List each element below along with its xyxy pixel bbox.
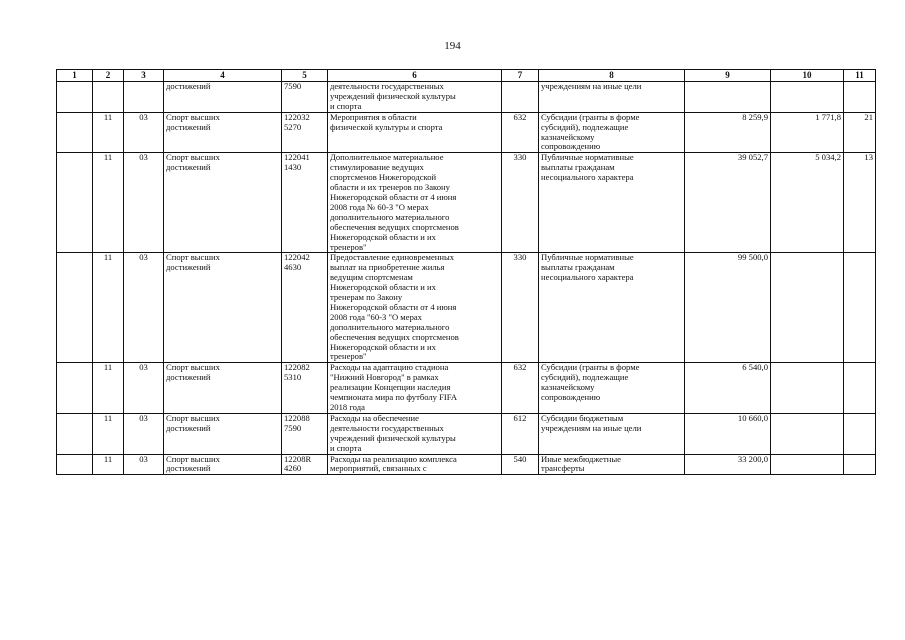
cell-subchapter: 03 bbox=[124, 253, 164, 363]
col-header-7: 7 bbox=[502, 70, 539, 82]
budget-table bbox=[56, 69, 876, 475]
cell-amount: 10 660,0 bbox=[685, 413, 771, 454]
cell-expense-type: 330 bbox=[502, 153, 539, 253]
cell-target-code: 122042 4630 bbox=[282, 253, 328, 363]
cell-subchapter: 03 bbox=[124, 413, 164, 454]
cell-amount: 33 200,0 bbox=[685, 454, 771, 475]
cell-target-code: 122082 5310 bbox=[282, 363, 328, 414]
cell-count bbox=[844, 82, 876, 113]
header-row bbox=[57, 70, 876, 82]
col-header-11: 11 bbox=[844, 70, 876, 82]
table-row bbox=[57, 82, 876, 113]
cell-chapter: 11 bbox=[93, 253, 124, 363]
cell-amount: 6 540,0 bbox=[685, 363, 771, 414]
col-header-8: 8 bbox=[539, 70, 685, 82]
cell-count: 13 bbox=[844, 153, 876, 253]
cell-amount: 39 052,7 bbox=[685, 153, 771, 253]
cell-section bbox=[57, 153, 93, 253]
cell-amount-2 bbox=[771, 413, 844, 454]
cell-subsection-name: Спорт высших достижений bbox=[164, 253, 282, 363]
cell-amount-2 bbox=[771, 82, 844, 113]
cell-section bbox=[57, 253, 93, 363]
cell-target-code: 12208R 4260 bbox=[282, 454, 328, 475]
col-header-6: 6 bbox=[328, 70, 502, 82]
cell-count: 21 bbox=[844, 112, 876, 153]
cell-chapter: 11 bbox=[93, 112, 124, 153]
table-row bbox=[57, 413, 876, 454]
table-row bbox=[57, 454, 876, 475]
table-row bbox=[57, 112, 876, 153]
cell-section bbox=[57, 82, 93, 113]
cell-subsection-name: Спорт высших достижений bbox=[164, 153, 282, 253]
cell-count bbox=[844, 413, 876, 454]
cell-expense-name: учреждениям на иные цели bbox=[539, 82, 685, 113]
col-header-10: 10 bbox=[771, 70, 844, 82]
cell-expense-name: Публичные нормативные выплаты гражданам несоциального характера bbox=[539, 153, 685, 253]
col-header-4: 4 bbox=[164, 70, 282, 82]
cell-amount-2 bbox=[771, 454, 844, 475]
cell-expense-name: Иные межбюджетные трансферты bbox=[539, 454, 685, 475]
cell-subsection-name: Спорт высших достижений bbox=[164, 363, 282, 414]
cell-expense-type: 330 bbox=[502, 253, 539, 363]
cell-amount-2: 5 034,2 bbox=[771, 153, 844, 253]
cell-count bbox=[844, 253, 876, 363]
cell-section bbox=[57, 363, 93, 414]
col-header-1: 1 bbox=[57, 70, 93, 82]
cell-description: Дополнительное материальное стимулирование ведущих спортсменов Нижегородской области и их тренеров по Закону Нижегородской области от 4 июня 2008 года № 60-З "О мерах дополнительного материального обеспечения ведущих спортсменов Нижегородской области и их тренеров" bbox=[328, 153, 502, 253]
cell-amount-2 bbox=[771, 363, 844, 414]
cell-expense-type: 540 bbox=[502, 454, 539, 475]
cell-description: Предоставление единовременных выплат на приобретение жилья ведущим спортсменам Нижегородской области и их тренерам по Закону Нижегородской области от 4 июня 2008 года "60-З "О мерах дополнительного материального обеспечения ведущих спортсменов Нижегородской области и их тренеров" bbox=[328, 253, 502, 363]
cell-description: деятельности государственных учреждений физической культуры и спорта bbox=[328, 82, 502, 113]
cell-subsection-name: Спорт высших достижений bbox=[164, 454, 282, 475]
table-row bbox=[57, 153, 876, 253]
cell-section bbox=[57, 454, 93, 475]
table-row bbox=[57, 363, 876, 414]
col-header-9: 9 bbox=[685, 70, 771, 82]
cell-target-code: 122032 5270 bbox=[282, 112, 328, 153]
col-header-5: 5 bbox=[282, 70, 328, 82]
cell-chapter: 11 bbox=[93, 413, 124, 454]
cell-expense-name: Субсидии (гранты в форме субсидий), подлежащие казначейскому сопровождению bbox=[539, 112, 685, 153]
cell-subsection-name: достижений bbox=[164, 82, 282, 113]
cell-amount-2: 1 771,8 bbox=[771, 112, 844, 153]
cell-description: Мероприятия в области физической культуры и спорта bbox=[328, 112, 502, 153]
cell-chapter bbox=[93, 82, 124, 113]
cell-subsection-name: Спорт высших достижений bbox=[164, 413, 282, 454]
cell-expense-type: 612 bbox=[502, 413, 539, 454]
cell-amount-2 bbox=[771, 253, 844, 363]
cell-section bbox=[57, 413, 93, 454]
cell-subsection-name: Спорт высших достижений bbox=[164, 112, 282, 153]
cell-chapter: 11 bbox=[93, 153, 124, 253]
cell-subchapter bbox=[124, 82, 164, 113]
cell-description: Расходы на реализацию комплекса мероприятий, связанных с bbox=[328, 454, 502, 475]
cell-expense-type: 632 bbox=[502, 112, 539, 153]
cell-subchapter: 03 bbox=[124, 454, 164, 475]
cell-section bbox=[57, 112, 93, 153]
cell-expense-name: Субсидии бюджетным учреждениям на иные цели bbox=[539, 413, 685, 454]
cell-expense-name: Субсидии (гранты в форме субсидий), подлежащие казначейскому сопровождению bbox=[539, 363, 685, 414]
cell-amount: 8 259,9 bbox=[685, 112, 771, 153]
col-header-2: 2 bbox=[93, 70, 124, 82]
cell-expense-name: Публичные нормативные выплаты гражданам несоциального характера bbox=[539, 253, 685, 363]
col-header-3: 3 bbox=[124, 70, 164, 82]
cell-chapter: 11 bbox=[93, 363, 124, 414]
cell-subchapter: 03 bbox=[124, 112, 164, 153]
cell-description: Расходы на обеспечение деятельности государственных учреждений физической культуры и спорта bbox=[328, 413, 502, 454]
cell-subchapter: 03 bbox=[124, 153, 164, 253]
cell-description: Расходы на адаптацию стадиона "Нижний Новгород" в рамках реализации Концепции наследия чемпионата мира по футболу FIFA 2018 года bbox=[328, 363, 502, 414]
cell-chapter: 11 bbox=[93, 454, 124, 475]
cell-target-code: 122041 1430 bbox=[282, 153, 328, 253]
cell-expense-type: 632 bbox=[502, 363, 539, 414]
page-number: 194 bbox=[444, 40, 461, 52]
cell-count bbox=[844, 363, 876, 414]
cell-amount: 99 500,0 bbox=[685, 253, 771, 363]
table-row bbox=[57, 253, 876, 363]
cell-amount bbox=[685, 82, 771, 113]
cell-count bbox=[844, 454, 876, 475]
cell-subchapter: 03 bbox=[124, 363, 164, 414]
cell-target-code: 7590 bbox=[282, 82, 328, 113]
cell-target-code: 122088 7590 bbox=[282, 413, 328, 454]
cell-expense-type bbox=[502, 82, 539, 113]
